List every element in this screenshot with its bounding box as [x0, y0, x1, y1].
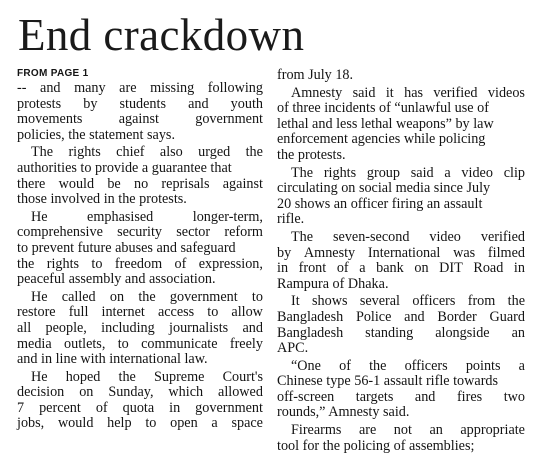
text-line: [277, 374, 525, 390]
word: against: [118, 111, 159, 128]
word: reform: [224, 224, 263, 241]
word: a: [518, 357, 525, 374]
word: media: [17, 335, 52, 352]
word: government: [169, 288, 238, 305]
word: Road: [473, 260, 504, 277]
text-line: [277, 197, 525, 213]
word: said: [352, 84, 376, 101]
word: also: [159, 144, 183, 161]
word: It: [291, 293, 300, 310]
text-line: [17, 161, 263, 177]
left-column: [17, 68, 263, 432]
word: freedom: [114, 255, 163, 272]
word: and: [414, 388, 436, 405]
word: the protests.: [277, 146, 346, 163]
word: a: [444, 164, 451, 181]
word: comprehensive: [17, 224, 103, 241]
word: Court's: [222, 368, 263, 385]
word: those involved in the protests.: [17, 191, 187, 208]
word: group: [366, 164, 400, 181]
word: be: [107, 175, 121, 192]
text-line: [277, 101, 525, 117]
word: from: [467, 293, 496, 310]
headline: End crackdown: [18, 10, 305, 60]
word: The: [31, 144, 54, 161]
word: 20 shows an officer firing an assault: [277, 195, 483, 212]
word: He: [31, 208, 48, 225]
word: which: [168, 384, 204, 401]
word: Amnesty: [291, 84, 343, 101]
word: journalists: [169, 319, 229, 336]
word: hoped: [65, 368, 101, 385]
text-line: [277, 439, 525, 454]
word: “One: [291, 357, 321, 374]
text-line: [17, 416, 263, 432]
word: by: [83, 95, 98, 112]
word: in: [513, 260, 525, 277]
word: filmed: [487, 244, 525, 261]
text-line: [277, 310, 525, 326]
word: standing: [365, 324, 414, 341]
text-line: [17, 401, 263, 417]
word: two: [503, 388, 525, 405]
word: seven-second: [333, 228, 410, 245]
word: against: [222, 175, 263, 192]
text-line: [17, 272, 263, 288]
word: circulating on social media since July: [277, 180, 491, 197]
word: has: [404, 84, 424, 101]
text-line: [17, 305, 263, 321]
word: security: [117, 224, 163, 241]
word: restore: [17, 304, 56, 321]
word: an: [429, 422, 443, 439]
word: decision: [17, 384, 65, 401]
word: The: [291, 228, 314, 245]
word: to: [251, 288, 263, 305]
word: chief: [116, 144, 145, 161]
word: the: [245, 144, 263, 161]
word: access: [157, 304, 195, 321]
word: an: [511, 324, 525, 341]
word: Firearms: [291, 422, 342, 439]
word: are: [119, 80, 137, 96]
word: 7: [17, 399, 25, 416]
text-line: [277, 166, 525, 182]
word: of: [336, 260, 349, 277]
word: people,: [45, 319, 87, 336]
word: said: [410, 164, 434, 181]
word: the: [507, 293, 525, 310]
word: no: [133, 175, 149, 192]
word: protests: [17, 95, 62, 112]
text-line: [277, 181, 525, 197]
word: and: [404, 308, 425, 325]
word: The: [291, 164, 314, 181]
text-line: [17, 225, 263, 241]
word: longer-term,: [192, 208, 263, 225]
word: the: [369, 357, 387, 374]
word: there: [17, 175, 46, 192]
word: the: [118, 368, 136, 385]
text-line: [17, 352, 263, 368]
word: communicate: [141, 335, 218, 352]
word: percent: [39, 399, 81, 416]
text-line: [277, 117, 525, 133]
text-line: [17, 370, 263, 386]
word: off-screen: [277, 388, 335, 405]
word: many: [74, 80, 106, 96]
right-column: [277, 68, 525, 454]
text-line: [17, 145, 263, 161]
text-line: [277, 277, 525, 293]
word: Border: [437, 308, 477, 325]
text-line: [277, 212, 525, 228]
word: points: [465, 357, 501, 374]
word: to: [91, 255, 103, 272]
word: all: [17, 319, 32, 336]
text-line: [17, 337, 263, 353]
word: full: [68, 304, 89, 321]
text-line: [277, 359, 525, 375]
word: students: [119, 95, 166, 112]
text-line: [277, 68, 525, 84]
text-line: [17, 241, 263, 257]
left-column-text: [17, 81, 263, 432]
word: video: [461, 164, 493, 181]
text-line: [17, 112, 263, 128]
text-line: [277, 423, 525, 439]
word: shows: [312, 293, 348, 310]
word: rights: [323, 164, 357, 181]
word: He: [31, 288, 48, 305]
word: on: [79, 384, 94, 401]
word: peaceful assembly and association.: [17, 271, 216, 288]
text-line: [17, 177, 263, 193]
text-line: [17, 321, 263, 337]
word: Rampura of Dhaka.: [277, 275, 389, 292]
word: International: [367, 244, 441, 261]
word: clip: [503, 164, 525, 181]
text-line: [17, 192, 263, 208]
word: was: [453, 244, 476, 261]
word: allow: [231, 304, 263, 321]
text-line: [277, 132, 525, 148]
word: expression,: [198, 255, 263, 272]
word: government: [195, 111, 263, 128]
word: tool for the policing of assemblies;: [277, 437, 475, 454]
word: sector: [176, 224, 211, 241]
word: in: [169, 399, 181, 416]
text-line: [17, 385, 263, 401]
word: Supreme: [154, 368, 205, 385]
word: of: [95, 399, 108, 416]
right-column-text: [277, 68, 525, 454]
word: in: [277, 260, 289, 277]
word: Sunday,: [108, 384, 154, 401]
word: emphasised: [87, 208, 154, 225]
word: to: [207, 304, 219, 321]
text-line: [277, 261, 525, 277]
text-line: [277, 326, 525, 342]
word: verified: [480, 228, 525, 245]
word: following: [207, 80, 263, 96]
word: not: [393, 422, 412, 439]
word: Police: [355, 308, 392, 325]
text-line: [17, 81, 263, 97]
word: youth: [230, 95, 263, 112]
text-line: [17, 257, 263, 273]
text-line: [277, 230, 525, 246]
word: allowed: [218, 384, 263, 401]
text-line: [277, 246, 525, 262]
word: enforcement agencies while policing: [277, 131, 486, 148]
word: front: [298, 260, 327, 277]
word: He: [31, 368, 48, 385]
word: freely: [229, 335, 263, 352]
word: of: [174, 255, 187, 272]
word: government: [195, 399, 263, 416]
word: internet: [101, 304, 145, 321]
text-line: [277, 294, 525, 310]
word: Bangladesh: [277, 308, 344, 325]
word: appropriate: [460, 422, 525, 439]
word: urged: [198, 144, 231, 161]
word: by: [277, 244, 292, 261]
word: from July 18.: [277, 67, 354, 83]
word: to: [117, 335, 129, 352]
word: several: [359, 293, 400, 310]
word: verified: [433, 84, 478, 101]
word: would: [57, 415, 94, 432]
text-line: [17, 97, 263, 113]
word: Guard: [489, 308, 525, 325]
word: help: [107, 415, 132, 432]
word: rights: [46, 255, 80, 272]
word: are: [358, 422, 377, 439]
word: and: [242, 319, 263, 336]
word: rounds,” Amnesty said.: [277, 404, 410, 421]
text-line: [17, 290, 263, 306]
word: a: [359, 260, 366, 277]
word: including: [101, 319, 155, 336]
word: and: [40, 80, 61, 96]
word: Bangladesh: [277, 324, 344, 341]
word: lethal and less lethal weapons” by law: [277, 115, 494, 132]
text-line: [277, 405, 525, 421]
text-line: [277, 341, 525, 357]
word: missing: [150, 80, 195, 96]
word: on: [414, 260, 429, 277]
word: of: [339, 357, 351, 374]
continued-from-kicker: FROM PAGE 1: [17, 68, 89, 79]
word: APC.: [277, 340, 309, 357]
text-line: [277, 390, 525, 406]
word: Chinese type 56-1 assault rifle towards: [277, 373, 499, 390]
word: quota: [122, 399, 155, 416]
word: alongside: [435, 324, 490, 341]
text-line: [277, 148, 525, 164]
word: rifle.: [277, 211, 305, 228]
word: video: [429, 228, 461, 245]
word: it: [385, 84, 394, 101]
word: policies, the statement says.: [17, 126, 175, 143]
word: a: [211, 415, 218, 432]
word: the: [17, 255, 35, 272]
word: open: [170, 415, 198, 432]
word: Amnesty: [303, 244, 356, 261]
word: and in line with international law.: [17, 351, 208, 368]
word: authorities to provide a guarantee that: [17, 159, 232, 176]
word: to prevent future abuses and safeguard: [17, 239, 236, 256]
word: rights: [68, 144, 101, 161]
word: --: [17, 80, 27, 96]
word: to: [145, 415, 157, 432]
word: targets: [355, 388, 394, 405]
word: on: [109, 288, 125, 305]
word: videos: [487, 84, 525, 101]
word: the: [138, 288, 156, 305]
word: reprisals: [161, 175, 210, 192]
word: jobs,: [17, 415, 45, 432]
text-line: [17, 128, 263, 144]
word: fires: [456, 388, 483, 405]
word: bank: [376, 260, 404, 277]
word: of three incidents of “unlawful use of: [277, 100, 489, 117]
text-line: [277, 86, 525, 102]
word: space: [231, 415, 263, 432]
word: officers: [412, 293, 456, 310]
word: would: [58, 175, 95, 192]
word: DIT: [439, 260, 463, 277]
word: officers: [404, 357, 448, 374]
word: outlets,: [64, 335, 106, 352]
word: called: [61, 288, 96, 305]
text-line: [17, 210, 263, 226]
word: movements: [17, 111, 83, 128]
word: and: [188, 95, 209, 112]
